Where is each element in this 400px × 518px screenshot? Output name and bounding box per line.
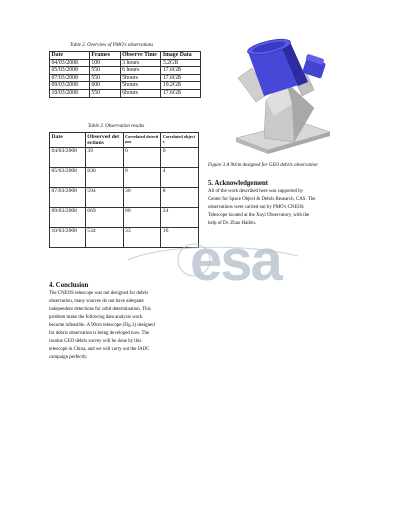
table-cell: 80 (123, 207, 161, 227)
text-line: observation, many sources do not have adequate (49, 298, 144, 304)
table2-caption: Table 2. Overview of PMO's observations (70, 43, 154, 48)
text-line: All of the work described here was supported by (208, 189, 304, 194)
table-cell: 8 (123, 167, 161, 187)
conclusion-heading: 4. Conclusion (49, 282, 89, 289)
table-cell: 30 (123, 187, 161, 207)
text-line: observations were carried out by PMO's CNEOS (208, 204, 304, 210)
table-cell: 3 hours (120, 59, 161, 67)
table-cell: 17.6GB (161, 67, 201, 75)
table-cell: 05/03/2008 (50, 67, 90, 75)
table-cell: 0 (123, 147, 161, 167)
table-cell: 04/03/2008 (50, 59, 90, 67)
table-row (50, 59, 201, 67)
figure-caption: Figure 3 A 90cm designed for GEO debris observation (208, 163, 318, 168)
acknowledgement-heading: 5. Acknowledgement (208, 180, 269, 187)
table-cell: 33 (123, 227, 161, 247)
table-cell: 07/03/2008 (50, 74, 90, 82)
table-cell: 830 (85, 167, 123, 187)
text-line: become infeasible. A 90cm telescope (Fig.3) designed (49, 322, 155, 328)
esa-watermark (118, 216, 358, 296)
table-cell: 04/03/2008 (50, 147, 86, 167)
text-line: campaign perfectly. (49, 354, 88, 360)
table-cell: 669 (85, 207, 123, 227)
table-row (50, 89, 201, 97)
table-cell: 6hours (120, 89, 161, 97)
text-line: for debris observation is being developed now. The (49, 330, 150, 336)
table-cell: 550 (89, 67, 120, 75)
table-cell: 09/03/2008 (50, 207, 86, 227)
text-line: problem make the following data analysis work (49, 314, 143, 320)
table-header-row (50, 52, 201, 60)
table-cell: 19.2GB (161, 82, 201, 90)
table-cell: 07/03/2008 (50, 187, 86, 207)
table-cell: 17.6GB (161, 89, 201, 97)
table-cell: 10/03/2008 (50, 89, 90, 97)
table-header-cell: Observed detections (85, 133, 123, 148)
table-row (50, 187, 199, 207)
text-line: routine GEO debris survey will be done by this (49, 338, 142, 344)
table-cell: 550 (89, 89, 120, 97)
table-cell: 16 (161, 227, 199, 247)
table-cell: 4 (161, 167, 199, 187)
table-cell: 5hours (120, 82, 161, 90)
table-row (50, 147, 199, 167)
text-line: The CNEOS telescope was not designed for debris (49, 291, 149, 296)
table-row (50, 167, 199, 187)
table-cell: 550 (89, 74, 120, 82)
table-header-cell: Date (50, 52, 90, 60)
watermark-text: esa (190, 228, 281, 293)
conclusion-text (49, 290, 199, 362)
table-cell: 5hours (120, 74, 161, 82)
table2 (49, 51, 201, 98)
text-line: telescope in China, and we will carry out the IADC (49, 346, 150, 352)
table-cell: 534 (85, 227, 123, 247)
table-cell: 24 (161, 207, 199, 227)
table-cell: 10/03/2008 (50, 227, 86, 247)
table-header-cell: Correlated detections (123, 133, 161, 148)
table-header-cell: Correlated objects (161, 133, 199, 148)
table-cell: 39 (85, 147, 123, 167)
table-row (50, 82, 201, 90)
table-cell: 09/03/2008 (50, 82, 90, 90)
table-cell: 6 hours (120, 67, 161, 75)
text-line: Telescope located at the Xuyi Observatory, with the (208, 212, 310, 218)
table-row (50, 74, 201, 82)
table-cell: 17.6GB (161, 74, 201, 82)
table-header-row (50, 133, 199, 148)
table-cell: 600 (89, 82, 120, 90)
text-line: Center for Space Object & Debris Research, CAS. The (208, 196, 316, 202)
table-header-cell: Observe Time (120, 52, 161, 60)
text-line: help of Dr. Zhao Haibin. (208, 220, 257, 226)
table3-caption: Table 3. Observation results (88, 124, 145, 129)
table-cell: 594 (85, 187, 123, 207)
table-cell: 100 (89, 59, 120, 67)
table-cell: 8 (161, 187, 199, 207)
table-row (50, 67, 201, 75)
table-cell: 3.2GB (161, 59, 201, 67)
telescope-figure (222, 38, 347, 158)
table-header-cell: Date (50, 133, 86, 148)
text-line: independent detections for orbit determination. This (49, 306, 151, 312)
table-header-cell: Frames (89, 52, 120, 60)
table-cell: 0 (161, 147, 199, 167)
table-cell: 05/03/2008 (50, 167, 86, 187)
table-header-cell: Image Data (161, 52, 201, 60)
